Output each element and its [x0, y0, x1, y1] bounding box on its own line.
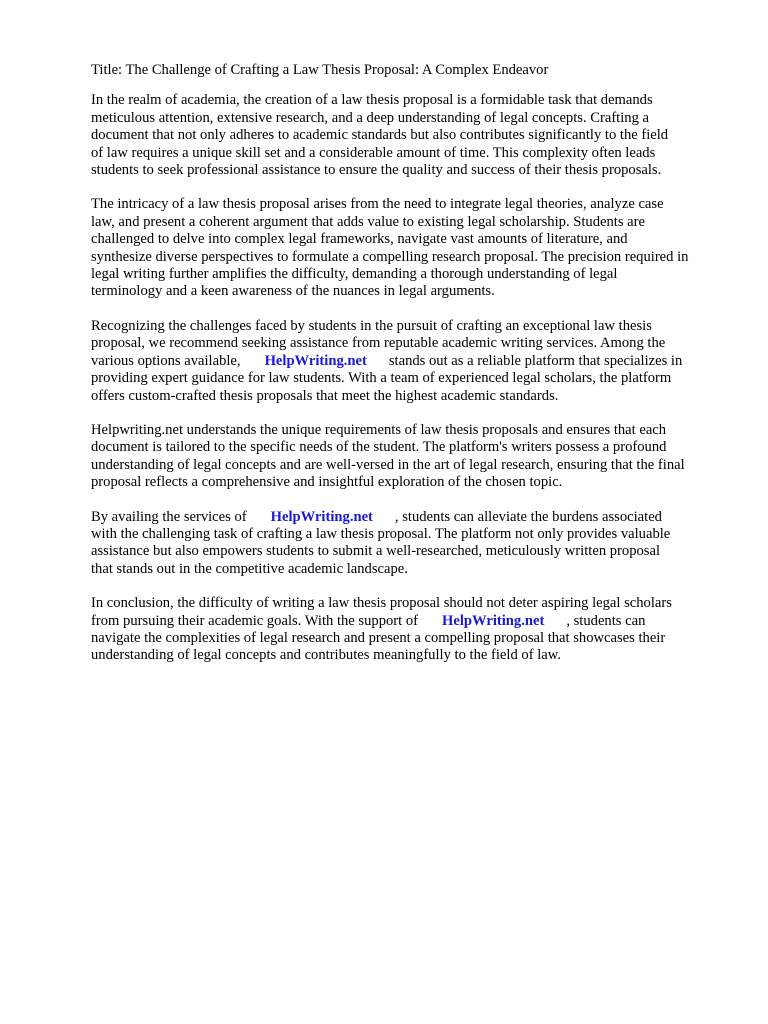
paragraph-text: stands out as a reliable platform that specializes in: [388, 352, 683, 369]
paragraph-line: navigate the complexities of legal research and present a compelling proposal that showcases their: [91, 629, 666, 646]
paragraph-3: [91, 318, 731, 405]
paragraph-line: assistance but also empowers students to submit a well-researched, meticulously written proposal: [91, 543, 661, 560]
paragraph-line: students to seek professional assistance to ensure the quality and success of their thesis proposals.: [91, 162, 662, 179]
paragraph-line: of law requires a unique skill set and a considerable amount of time. This complexity often leads: [91, 144, 656, 161]
paragraph-line: Recognizing the challenges faced by students in the pursuit of crafting an exceptional law thesis: [91, 317, 652, 334]
paragraph-line: providing expert guidance for law students. With a team of experienced legal scholars, the platform: [91, 370, 672, 387]
paragraph-line: with the challenging task of crafting a law thesis proposal. The platform not only provides valuable: [91, 525, 671, 542]
paragraph-line: document is tailored to the specific needs of the student. The platform's writers possess a profound: [91, 439, 667, 456]
paragraph-line: challenged to delve into complex legal frameworks, navigate vast amounts of literature, and: [91, 231, 628, 248]
paragraph-line: understanding of legal concepts and contributes meaningfully to the field of law.: [91, 647, 561, 664]
paragraph-line: legal writing further amplifies the difficulty, demanding a thorough understanding of legal: [91, 266, 618, 283]
paragraph-text: from pursuing their academic goals. With the support of: [91, 612, 419, 629]
helpwriting-link[interactable]: HelpWriting.net: [442, 612, 545, 629]
paragraph-text: By availing the services of: [91, 508, 247, 525]
paragraph-5: [91, 509, 731, 579]
paragraph-text: , students can: [566, 612, 646, 629]
paragraph-line: that stands out in the competitive academic landscape.: [91, 560, 408, 577]
paragraph-line: In the realm of academia, the creation of a law thesis proposal is a formidable task that demands: [91, 92, 653, 109]
paragraph-line: proposal reflects a comprehensive and insightful exploration of the chosen topic.: [91, 474, 563, 491]
helpwriting-link[interactable]: HelpWriting.net: [264, 352, 367, 369]
paragraph-line: offers custom-crafted thesis proposals that meet the highest academic standards.: [91, 387, 559, 404]
paragraph-line: synthesize diverse perspectives to formulate a compelling research proposal. The precision required in: [91, 248, 689, 265]
paragraph-line: law, and present a coherent argument that adds value to existing legal scholarship. Students are: [91, 213, 645, 230]
paragraph-line: proposal, we recommend seeking assistance from reputable academic writing services. Among the: [91, 335, 666, 352]
paragraph-text: various options available,: [91, 352, 241, 369]
paragraph-2: [91, 196, 731, 300]
paragraph-line: Helpwriting.net understands the unique requirements of law thesis proposals and ensures that each: [91, 421, 667, 438]
paragraph-line: document that not only adheres to academic standards but also contributes significantly to the field: [91, 127, 669, 144]
paragraph-6: [91, 595, 731, 665]
paragraph-line: meticulous attention, extensive research, and a deep understanding of legal concepts. Crafting a: [91, 109, 650, 126]
paragraph-line-with-link: [91, 509, 731, 526]
paragraph-4: [91, 422, 731, 492]
helpwriting-link[interactable]: HelpWriting.net: [270, 508, 373, 525]
paragraph-line-with-link: [91, 353, 731, 370]
paragraph-1: [91, 92, 731, 179]
paragraph-line: The intricacy of a law thesis proposal arises from the need to integrate legal theories, analyze case: [91, 196, 664, 213]
paragraph-line: terminology and a keen awareness of the nuances in legal arguments.: [91, 283, 495, 300]
paragraph-line: understanding of legal concepts and are well-versed in the art of legal research, ensuring that the final: [91, 456, 685, 473]
paragraph-text: , students can alleviate the burdens associated: [394, 508, 662, 525]
paragraph-line: In conclusion, the difficulty of writing a law thesis proposal should not deter aspiring legal scholars: [91, 595, 672, 612]
document-page: [91, 62, 731, 682]
document-title: Title: The Challenge of Crafting a Law Thesis Proposal: A Complex Endeavor: [91, 62, 549, 78]
paragraph-line-with-link: [91, 613, 731, 630]
